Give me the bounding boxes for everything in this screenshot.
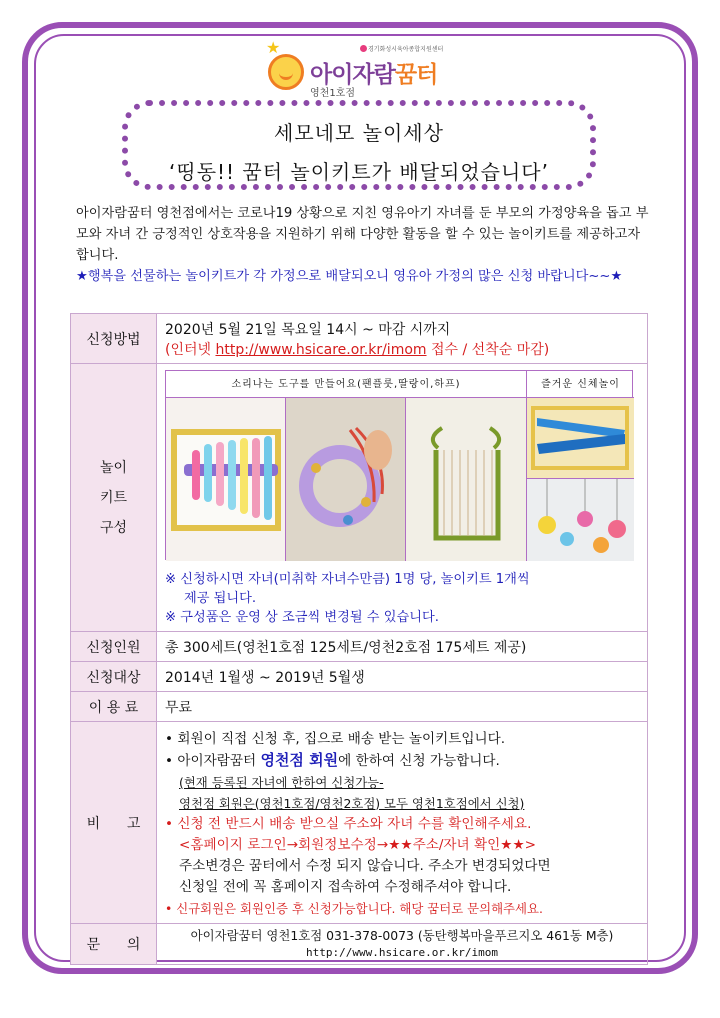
label-fee: 이 용 료	[71, 692, 157, 722]
remark-2	[165, 750, 639, 772]
remark-3-sub2: 주소변경은 꿈터에서 수정 되지 않습니다. 주소가 변경되었다면	[179, 857, 551, 874]
value-target: 2014년 1월생 ~ 2019년 5월생	[157, 662, 648, 692]
remark-4: • 신규회원은 회원인증 후 신청가능합니다. 해당 꿈터로 문의해주세요.	[165, 900, 543, 916]
remark-2-emphasis: 영천점 회원	[260, 750, 339, 769]
value-apply-method	[157, 314, 648, 364]
star-icon: ★	[266, 38, 281, 57]
row-fee	[71, 692, 648, 722]
title-line1: 세모네모 놀이세상	[274, 121, 444, 145]
label-contact: 문 의	[71, 924, 157, 965]
value-quota: 총 300세트(영천1호점 125세트/영천2호점 175세트 제공)	[157, 632, 648, 662]
kit-notes	[165, 570, 643, 627]
label-kit	[71, 364, 157, 632]
row-target	[71, 662, 648, 692]
kit-note-1: ※ 신청하시면 자녀(미취학 자녀수만큼) 1명 당, 놀이키트 1개씩	[165, 572, 530, 587]
center-logo-icon	[360, 45, 367, 52]
remark-2-sub1: (현재 등록된 자녀에 한하여 신청가능-	[179, 774, 384, 790]
label-kit-1: 놀이	[99, 459, 128, 476]
pan-flute-photo	[166, 398, 286, 561]
apply-url-link[interactable]: http://www.hsicare.or.kr/imom	[215, 341, 427, 358]
remark-3-sub1: <홈페이지 로그인→회원정보수정→★★주소/자녀 확인★★>	[179, 836, 537, 853]
row-quota	[71, 632, 648, 662]
intro	[76, 203, 650, 287]
kit-note-1b: 제공 됩니다.	[184, 591, 257, 606]
value-remarks	[157, 722, 648, 924]
brand-name-a: 아이자람	[310, 62, 395, 88]
value-contact	[157, 924, 648, 965]
smiley-face-icon	[268, 54, 304, 90]
apply-date: 2020년 5월 21일 목요일 14시 ~ 마감 시까지	[165, 321, 451, 338]
rattle-photo	[286, 398, 406, 561]
label-apply-method: 신청방법	[71, 314, 157, 364]
remark-3-sub3: 신청일 전에 꼭 홈페이지 접속하여 수정해주셔야 합니다.	[179, 878, 512, 895]
row-contact	[71, 924, 648, 965]
label-quota: 신청인원	[71, 632, 157, 662]
apply-online-post: 접수 / 선착순 마감)	[426, 341, 550, 358]
value-kit	[157, 364, 648, 632]
kit-header-body-play: 즐거운 신체놀이	[527, 371, 634, 398]
contact-url-link[interactable]: http://www.hsicare.or.kr/imom	[305, 946, 499, 959]
remark-2-sub2: 영천점 회원은(영천1호점/영천2호점) 모두 영천1호점에서 신청)	[179, 795, 525, 811]
label-remarks: 비 고	[71, 722, 157, 924]
row-apply-method	[71, 314, 648, 364]
label-kit-2: 키트	[99, 489, 128, 506]
logo	[268, 40, 468, 98]
intro-highlight: ★행복을 선물하는 놀이키트가 각 가정으로 배달되오니 영유아 가정의 많은 신청 바랍니다~~★	[76, 269, 623, 284]
remark-1: • 회원이 직접 신청 후, 집으로 배송 받는 놀이키트입니다.	[165, 730, 506, 747]
balloon-play-photo	[527, 479, 634, 561]
remark-2-pre: • 아이자람꿈터	[165, 752, 261, 769]
remark-3: • 신청 전 반드시 배송 받으실 주소와 자녀 수를 확인해주세요.	[165, 815, 532, 832]
balloon-stick-photo	[527, 398, 634, 479]
value-fee: 무료	[157, 692, 648, 722]
center-name: 경기화성시육아종합지원센터	[368, 46, 444, 53]
kit-note-2: ※ 구성품은 운영 상 조금씩 변경될 수 있습니다.	[165, 610, 439, 625]
branch-name: 영천1호점	[310, 88, 356, 99]
contact-line1: 아이자람꿈터 영천1호점 031-378-0073 (동탄행복마을푸르지오 461동 M층)	[190, 928, 614, 943]
intro-paragraph: 아이자람꿈터 영천점에서는 코로나19 상황으로 지친 영유아기 자녀를 둔 부모의 가정양육을 돕고 부모와 자녀 간 긍정적인 상호작용을 지원하기 위해 다양한 활동을 할 수 있는 놀이키트를 제공하고자 합니다.	[76, 206, 649, 263]
title-box	[122, 100, 596, 190]
label-target: 신청대상	[71, 662, 157, 692]
harp-photo	[406, 398, 527, 561]
apply-online-pre: (인터넷	[165, 341, 216, 358]
kit-photo-grid	[165, 370, 633, 560]
apply-online	[165, 339, 639, 359]
label-kit-3: 구성	[99, 519, 128, 536]
remark-2-post: 에 한하여 신청 가능합니다.	[338, 752, 500, 769]
row-remarks	[71, 722, 648, 924]
title-line2: ‘띵동!! 꿈터 놀이키트가 배달되었습니다’	[169, 160, 549, 184]
kit-header-sound: 소리나는 도구를 만들어요(팬플룻,딸랑이,하프)	[166, 371, 527, 398]
brand-name-b: 꿈터	[394, 62, 438, 88]
info-table	[70, 313, 648, 965]
row-kit	[71, 364, 648, 632]
